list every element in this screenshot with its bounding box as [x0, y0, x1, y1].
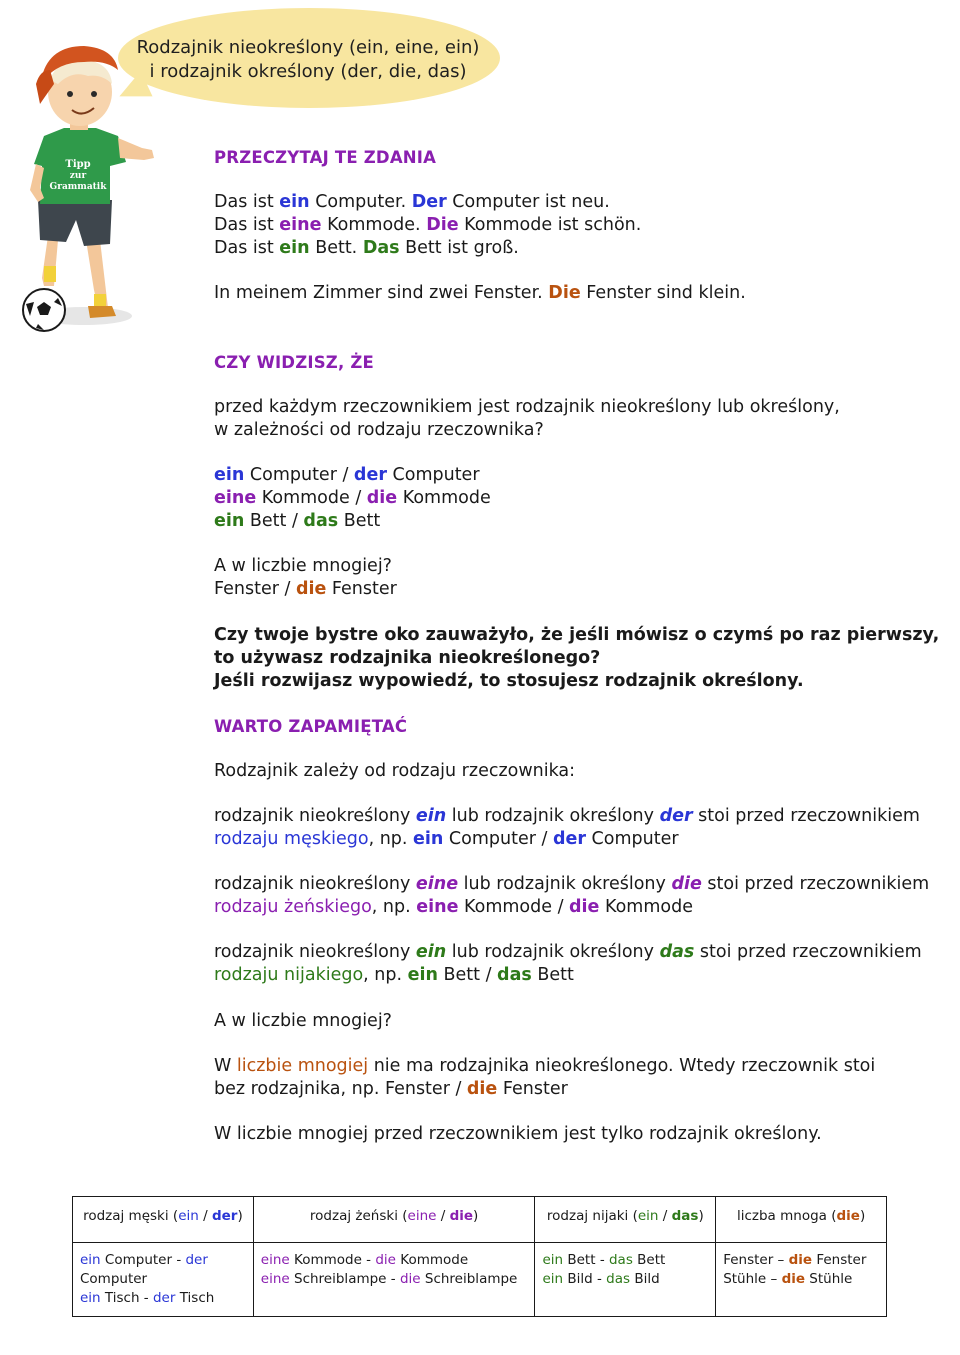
cell-neuter-examples: [535, 1243, 716, 1317]
bold-note-line-3: Jeśli rozwijasz wypowiedź, to stosujesz rodzajnik określony.: [214, 671, 804, 691]
header-plural: liczba mnoga (die): [716, 1197, 887, 1243]
sentence-2: Das ist eine Kommode. Die Kommode ist schön.: [214, 215, 642, 235]
speech-bubble-text: [128, 36, 488, 84]
paragraph-line-1: przed każdym rzeczownikiem jest rodzajnik nieokreślony lub określony,: [214, 397, 840, 417]
table-header-row: [73, 1197, 887, 1243]
example-neuter: ein Bett / das Bett: [214, 511, 381, 531]
sentence-3: Das ist ein Bett. Das Bett ist groß.: [214, 238, 519, 258]
cell-plural-examples: [716, 1243, 887, 1317]
shirt-text-3: Grammatik: [49, 182, 107, 192]
table-row: [73, 1243, 887, 1317]
plural-question: A w liczbie mnogiej?: [214, 556, 392, 576]
paragraph-line-2: w zależności od rodzaju rzeczownika?: [214, 420, 544, 440]
cell-line: eine Kommode - die Kommode: [260, 1252, 469, 1268]
cell-line: Fenster – die Fenster: [723, 1252, 867, 1268]
rule-feminine-line-1: rodzajnik nieokreślony eine lub rodzajnik określony die stoi przed rzeczownikiem: [214, 874, 930, 894]
cell-line: ein Tisch - der Tisch: [80, 1290, 215, 1306]
cell-line: ein Bett - das Bett: [542, 1252, 666, 1268]
bubble-line-1: Rodzajnik nieokreślony (ein, eine, ein): [136, 37, 480, 58]
rule-masculine-line-1: rodzajnik nieokreślony ein lub rodzajnik określony der stoi przed rzeczownikiem: [214, 806, 920, 826]
rule-intro: Rodzajnik zależy od rodzaju rzeczownika:: [214, 761, 576, 781]
heading-read-sentences: PRZECZYTAJ TE ZDANIA: [214, 148, 437, 167]
cell-line: Stühle – die Stühle: [723, 1271, 853, 1287]
heading-remember: WARTO ZAPAMIĘTAĆ: [214, 717, 408, 736]
shirt-text-2: zur: [69, 171, 87, 181]
rule-plural-line-2: bez rodzajnika, np. Fenster / die Fenster: [214, 1079, 568, 1099]
sentence-4: In meinem Zimmer sind zwei Fenster. Die Fenster sind klein.: [214, 283, 746, 303]
rule-masculine-line-2: rodzaju męskiego, np. ein Computer / der Computer: [214, 829, 679, 849]
shirt-text-1: Tipp: [65, 159, 91, 170]
rule-neuter-line-2: rodzaju nijakiego, np. ein Bett / das Bett: [214, 965, 574, 985]
bold-note-line-1: Czy twoje bystre oko zauważyło, że jeśli mówisz o czymś po raz pierwszy,: [214, 625, 940, 645]
articles-table: [72, 1196, 887, 1317]
rule-plural-summary: W liczbie mnogiej przed rzeczownikiem jest tylko rodzajnik określony.: [214, 1124, 822, 1144]
sentence-1: Das ist ein Computer. Der Computer ist neu.: [214, 192, 610, 212]
cell-line: ein Computer - der: [80, 1252, 208, 1268]
rule-feminine-line-2: rodzaju żeńskiego, np. eine Kommode / die Kommode: [214, 897, 693, 917]
header-neuter: rodzaj nijaki (ein / das): [535, 1197, 716, 1243]
bold-note-line-2: to używasz rodzajnika nieokreślonego?: [214, 648, 601, 668]
heading-do-you-see: CZY WIDZISZ, ŻE: [214, 353, 374, 372]
example-masculine: ein Computer / der Computer: [214, 465, 480, 485]
rule-neuter-line-1: rodzajnik nieokreślony ein lub rodzajnik określony das stoi przed rzeczownikiem: [214, 942, 922, 962]
rule-plural-question: A w liczbie mnogiej?: [214, 1011, 392, 1031]
cell-line: ein Bild - das Bild: [542, 1271, 660, 1287]
header-masculine: rodzaj męski (ein / der): [73, 1197, 254, 1243]
rule-plural-line-1: W liczbie mnogiej nie ma rodzajnika nieokreślonego. Wtedy rzeczownik stoi: [214, 1056, 876, 1076]
cell-feminine-examples: [253, 1243, 535, 1317]
boy-mascot-illustration: [14, 40, 174, 340]
cell-masculine-examples: [73, 1243, 254, 1317]
header-feminine: rodzaj żeński (eine / die): [253, 1197, 535, 1243]
cell-line: eine Schreiblampe - die Schreiblampe: [260, 1271, 518, 1287]
plural-example: Fenster / die Fenster: [214, 579, 397, 599]
example-feminine: eine Kommode / die Kommode: [214, 488, 491, 508]
cell-line: Computer: [80, 1271, 148, 1287]
bubble-line-2: i rodzajnik określony (der, die, das): [149, 61, 467, 82]
